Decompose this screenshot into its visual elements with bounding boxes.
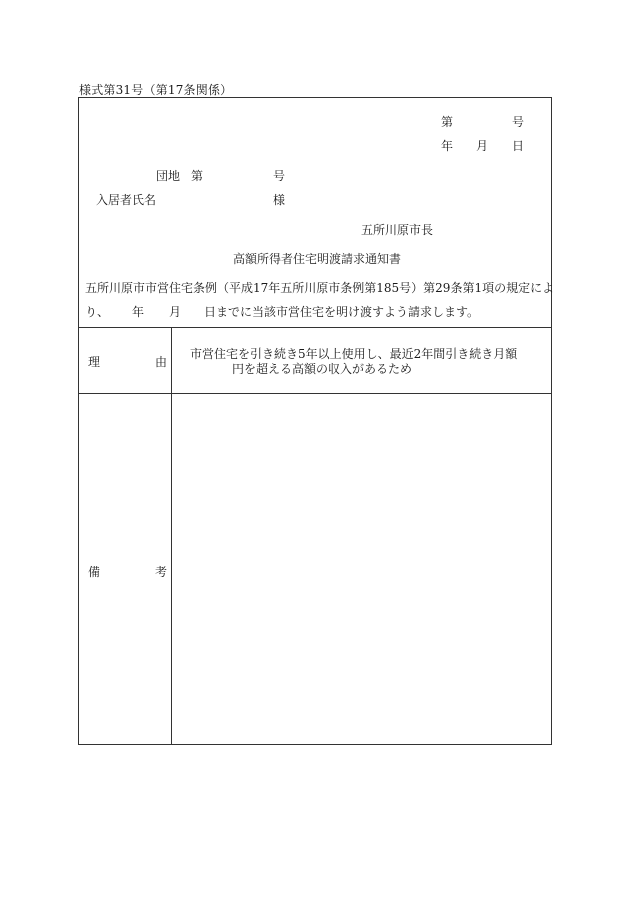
body-line-2-end: 日までに当該市営住宅を明け渡すよう請求します。 <box>204 305 480 319</box>
body-line-1: 五所川原市市営住宅条例（平成17年五所川原市条例第185号）第29条第1項の規定によ <box>85 281 555 295</box>
section-divider-top <box>79 327 551 328</box>
notice-title: 高額所得者住宅明渡請求通知書 <box>233 252 402 266</box>
danchi-label: 団地 <box>156 169 181 183</box>
document-number-go: 号 <box>512 115 525 129</box>
remarks-content-area <box>179 403 539 733</box>
honorific-sama: 様 <box>273 193 286 207</box>
date-year-label: 年 <box>441 139 454 153</box>
date-day-label: 日 <box>512 139 525 153</box>
reason-label-yu: 由 <box>155 355 168 369</box>
notice-form <box>78 97 555 745</box>
sender-mayor: 五所川原市長 <box>361 223 434 237</box>
body-line-2-year: 年 <box>132 305 145 319</box>
remarks-label-bi: 備 <box>88 565 101 579</box>
label-column-divider <box>171 327 172 744</box>
body-line-2-start: り、 <box>85 305 110 319</box>
section-divider-middle <box>79 393 551 394</box>
body-line-2-month: 月 <box>169 305 182 319</box>
reason-text-line-1: 市営住宅を引き続き5年以上使用し、最近2年間引き続き月額 <box>190 347 518 361</box>
resident-name-label: 入居者氏名 <box>96 193 157 207</box>
reason-label-ri: 理 <box>88 355 101 369</box>
document-number-dai: 第 <box>441 115 454 129</box>
date-month-label: 月 <box>476 139 489 153</box>
form-number-label: 様式第31号（第17条関係） <box>79 83 233 97</box>
unit-go-label: 号 <box>273 169 286 183</box>
reason-text-line-2: 円を超える高額の収入があるため <box>232 362 413 376</box>
unit-dai-label: 第 <box>191 169 204 183</box>
remarks-label-kou: 考 <box>155 565 168 579</box>
